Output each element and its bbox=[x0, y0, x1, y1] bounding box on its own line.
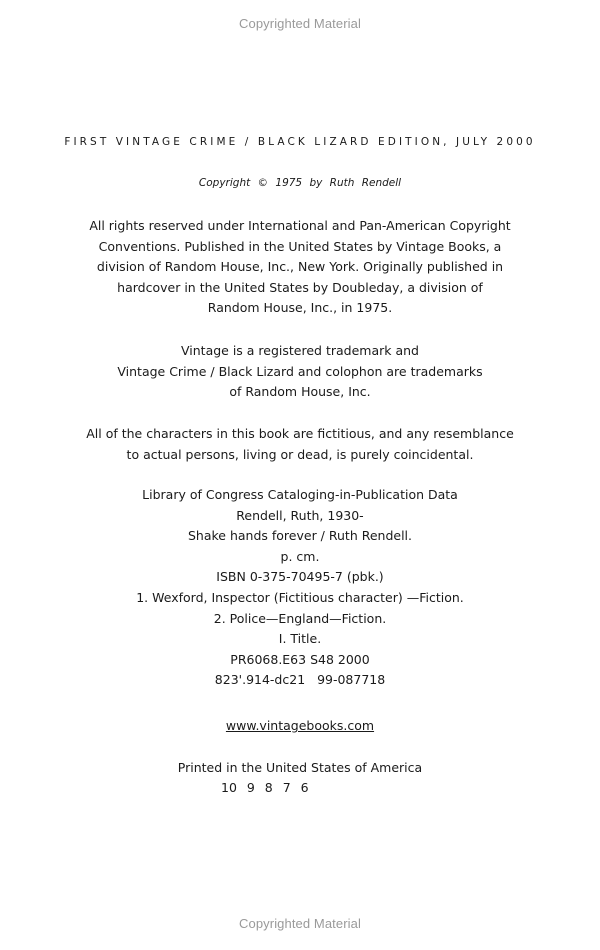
printing-numbers: 10 9 8 7 6 bbox=[221, 780, 309, 795]
cip-data bbox=[0, 485, 600, 691]
rights-line: All rights reserved under International and Pan-American Copyright bbox=[89, 218, 511, 233]
trademark-line: of Random House, Inc. bbox=[229, 384, 371, 400]
cip-line: Rendell, Ruth, 1930- bbox=[236, 507, 364, 523]
cip-line: p. cm. bbox=[280, 548, 320, 564]
trademark-paragraph bbox=[0, 341, 600, 403]
rights-line: Conventions. Published in the United States by Vintage Books, a bbox=[98, 238, 502, 254]
cip-line: ISBN 0-375-70495-7 (pbk.) bbox=[216, 569, 384, 585]
edition-line: FIRST VINTAGE CRIME / BLACK LIZARD EDITION, JULY 2000 bbox=[64, 136, 536, 148]
cip-line: Shake hands forever / Ruth Rendell. bbox=[187, 528, 412, 544]
cip-line: 823'.914-dc21 99-087718 bbox=[214, 672, 386, 688]
rights-line: Random House, Inc., in 1975. bbox=[207, 300, 393, 316]
trademark-line: Vintage is a registered trademark and bbox=[181, 343, 419, 358]
printed-line: Printed in the United States of America bbox=[177, 760, 423, 775]
watermark-bottom: Copyrighted Material bbox=[239, 916, 361, 931]
fiction-line: All of the characters in this book are fictitious, and any resemblance bbox=[86, 426, 514, 441]
website-link[interactable]: www.vintagebooks.com bbox=[225, 718, 375, 733]
fiction-line: to actual persons, living or dead, is purely coincidental. bbox=[126, 446, 474, 462]
trademark-line: Vintage Crime / Black Lizard and colophon are trademarks bbox=[117, 363, 483, 379]
cip-line: 2. Police—England—Fiction. bbox=[213, 610, 387, 626]
fiction-notice bbox=[0, 424, 600, 465]
rights-paragraph bbox=[0, 216, 600, 319]
website-line bbox=[0, 716, 600, 737]
watermark-top: Copyrighted Material bbox=[239, 16, 361, 31]
rights-line: hardcover in the United States by Doubleday, a division of bbox=[117, 279, 483, 295]
cip-line: PR6068.E63 S48 2000 bbox=[230, 651, 370, 667]
cip-line: Library of Congress Cataloging-in-Publication Data bbox=[142, 487, 458, 502]
rights-line: division of Random House, Inc., New York. Originally published in bbox=[96, 259, 504, 275]
copyright-line: Copyright © 1975 by Ruth Rendell bbox=[198, 177, 402, 189]
cip-line: 1. Wexford, Inspector (Fictitious character) —Fiction. bbox=[136, 589, 464, 605]
cip-line: I. Title. bbox=[278, 631, 322, 647]
